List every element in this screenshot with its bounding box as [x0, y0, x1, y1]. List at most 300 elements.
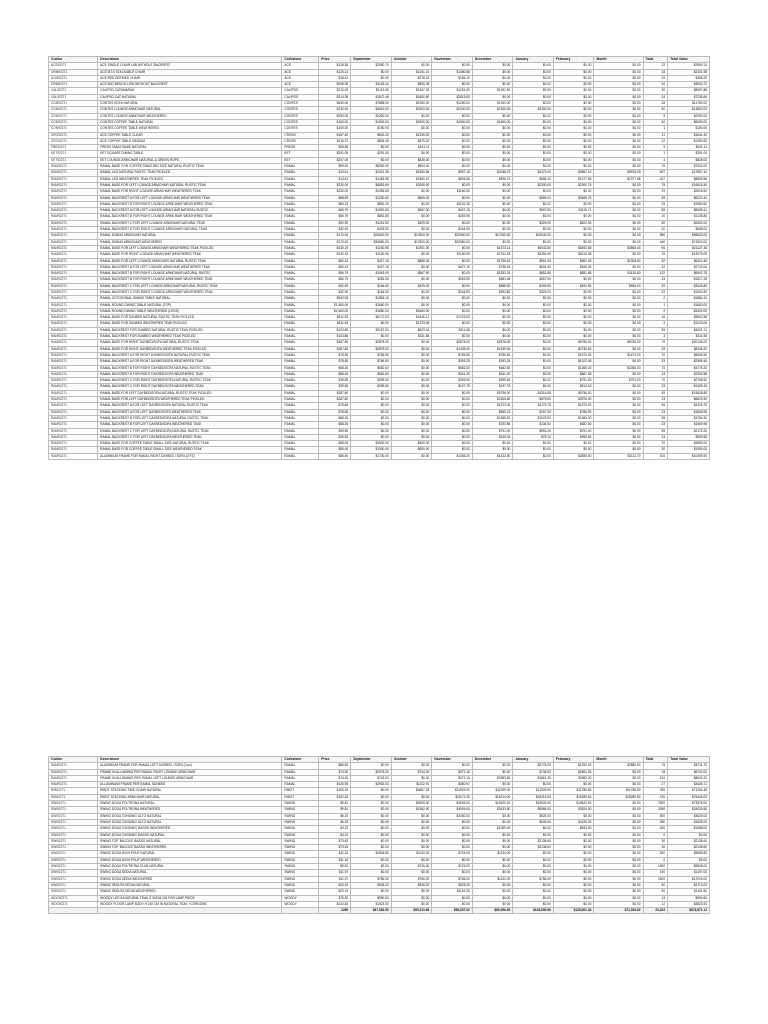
- table-cell: $128.38: [319, 63, 351, 69]
- table-cell: $0.00: [553, 164, 594, 170]
- table-cell: $291.05: [319, 151, 351, 157]
- table-cell: RAMAL BACKREST FOR SUNBED WEATHERED TEAK PICKLED: [98, 334, 282, 340]
- table-cell: $395.50: [351, 378, 392, 384]
- table-cell: RAMAL BACKREST D FOR RIGHT LOUNGE ARMCHAIR NATURAL TEAK: [98, 227, 282, 233]
- table-cell: 70: [643, 340, 668, 346]
- table-cell: $310.83: [319, 901, 351, 907]
- table-cell: $0.00: [594, 239, 643, 245]
- table-cell: $13.61: [319, 170, 351, 176]
- table-cell: RAM92271: [49, 233, 98, 239]
- table-cell: $0.00: [351, 145, 392, 151]
- table-cell: $623.16: [391, 327, 432, 333]
- table-cell: $311.58: [391, 334, 432, 340]
- table-cell: $1179.75: [513, 403, 554, 409]
- table-cell: $0.00: [432, 321, 473, 327]
- table-cell: $1134.00: [472, 851, 513, 857]
- table-cell: ACM92271: [49, 75, 98, 81]
- total-cell: $98,837.62: [432, 908, 473, 914]
- table-cell: $3165.80: [472, 397, 513, 403]
- table-cell: $1650.80: [391, 94, 432, 100]
- table-cell: $1055.00: [472, 826, 513, 832]
- table-cell: RAMAL BACKREST B FOR RIGHT LOUNGE ARMCHAIR NATURAL RUSTIC: [98, 271, 282, 277]
- table-cell: RAMAL: [282, 340, 319, 346]
- table-cell: RAMAL: [282, 782, 319, 788]
- table-cell: 32: [643, 289, 668, 295]
- total-cell: $95,313.66: [391, 908, 432, 914]
- table-cell: $567.90: [513, 277, 554, 283]
- table-cell: 427: [643, 176, 668, 182]
- table-cell: RAM92271: [49, 769, 98, 775]
- table-cell: RAM92271: [49, 182, 98, 188]
- table-cell: $68.26: [319, 422, 351, 428]
- table-cell: $0.00: [513, 63, 554, 69]
- table-cell: $2616.60: [668, 189, 710, 195]
- table-cell: $0.00: [351, 321, 392, 327]
- total-cell: $89,956.00: [472, 908, 513, 914]
- table-cell: SWING: [282, 870, 319, 876]
- table-cell: $0.00: [553, 857, 594, 863]
- table-cell: $2595.45: [668, 359, 710, 365]
- table-cell: 400: [643, 826, 668, 832]
- table-cell: $0.00: [513, 453, 554, 459]
- table-cell: $2175.25: [668, 428, 710, 434]
- table-cell: $395.50: [472, 378, 513, 384]
- table-cell: $0.00: [513, 315, 554, 321]
- table-cell: $1365.20: [594, 365, 643, 371]
- table-cell: $1365.20: [472, 415, 513, 421]
- table-cell: ACE: [282, 63, 319, 69]
- table-cell: $5756.00: [472, 390, 513, 396]
- table-cell: $427.15: [351, 258, 392, 264]
- table-cell: SWING DOGA 'DIVIDING' ALTO NATURAL: [98, 819, 282, 825]
- table-cell: $393.25: [432, 359, 473, 365]
- table-cell: SWI92271: [49, 826, 98, 832]
- table-cell: $1339.20: [391, 132, 432, 138]
- table-cell: $15289.60: [553, 794, 594, 800]
- table-cell: $1467.26: [391, 88, 432, 94]
- table-cell: 607: [643, 170, 668, 176]
- table-cell: $1380.65: [668, 138, 710, 144]
- table-cell: $0.00: [432, 164, 473, 170]
- table-cell: $36880.00: [351, 239, 392, 245]
- table-cell: $0.00: [513, 201, 554, 207]
- table-cell: $56.79: [319, 271, 351, 277]
- table-cell: $1161.50: [668, 889, 710, 895]
- table-cell: RAM92271: [49, 763, 98, 769]
- table-cell: $0.00: [594, 252, 643, 258]
- table-cell: $0.00: [513, 378, 554, 384]
- table-cell: $7865.00: [351, 101, 392, 107]
- table-cell: $682.60: [472, 365, 513, 371]
- table-cell: SWING: [282, 838, 319, 844]
- table-cell: $0.00: [351, 801, 392, 807]
- table-cell: $9.81: [319, 807, 351, 813]
- table-cell: SWI92271: [49, 876, 98, 882]
- table-cell: $0.00: [553, 870, 594, 876]
- table-cell: RAM92271: [49, 321, 98, 327]
- table-cell: SWING DOGA POLTRONA NATURAL: [98, 801, 282, 807]
- table-cell: $1290.69: [351, 195, 392, 201]
- table-cell: $0.00: [391, 340, 432, 346]
- table-cell: $197.75: [432, 384, 473, 390]
- table-cell: $2950.74: [668, 63, 710, 69]
- table-cell: $435.05: [472, 434, 513, 440]
- table-cell: $650.00: [391, 441, 432, 447]
- table-cell: 29: [643, 189, 668, 195]
- table-cell: $1305.15: [668, 384, 710, 390]
- table-cell: $0.00: [472, 75, 513, 81]
- table-cell: 134: [643, 775, 668, 781]
- table-cell: $0.00: [351, 794, 392, 800]
- table-cell: $0.00: [513, 321, 554, 327]
- table-cell: RAMAL BASE FOR SUNBED NATURAL RUSTIC TEAK PICKLED: [98, 315, 282, 321]
- table-cell: $1861.35: [553, 769, 594, 775]
- table-cell: $1573.00: [472, 403, 513, 409]
- table-cell: SWI92271: [49, 801, 98, 807]
- table-cell: $2515.83: [432, 94, 473, 100]
- table-cell: $427.15: [432, 208, 473, 214]
- table-cell: $1253.00: [553, 763, 594, 769]
- table-cell: $0.00: [553, 119, 594, 125]
- table-cell: $1260.00: [432, 101, 473, 107]
- table-cell: $0.00: [472, 164, 513, 170]
- table-cell: $65.00: [319, 447, 351, 453]
- column-header: Month: [594, 57, 643, 63]
- table-cell: $1306.56: [391, 170, 432, 176]
- spreadsheet-table-1: [48, 56, 710, 460]
- table-cell: CRO92271: [49, 138, 98, 144]
- table-cell: $633.00: [553, 826, 594, 832]
- table-cell: $1688.00: [668, 826, 710, 832]
- table-cell: $0.00: [351, 409, 392, 415]
- table-cell: $4316.85: [513, 390, 554, 396]
- table-cell: 476: [643, 794, 668, 800]
- table-cell: $1500.00: [351, 119, 392, 125]
- table-cell: $32.90: [319, 227, 351, 233]
- table-cell: $0.00: [594, 132, 643, 138]
- table-cell: $0.00: [553, 201, 594, 207]
- table-cell: RAM92271: [49, 195, 98, 201]
- table-cell: $19620.00: [472, 801, 513, 807]
- table-cell: $8853.66: [351, 182, 392, 188]
- table-cell: $0.00: [594, 107, 643, 113]
- table-cell: $0.00: [513, 214, 554, 220]
- table-cell: $0.00: [594, 321, 643, 327]
- table-cell: RAMAL: [282, 763, 319, 769]
- table-cell: $1300.00: [351, 447, 392, 453]
- table-cell: $851.85: [351, 214, 392, 220]
- column-header: Codice: [49, 757, 98, 763]
- table-cell: RAMAL: [282, 201, 319, 207]
- table-cell: $0.00: [553, 138, 594, 144]
- total-cell: 23,202: [643, 908, 668, 914]
- table-cell: $0.00: [553, 441, 594, 447]
- table-cell: $0.00: [594, 101, 643, 107]
- table-cell: $15828.85: [668, 390, 710, 396]
- table-cell: $0.00: [513, 296, 554, 302]
- table-cell: $0.00: [513, 151, 554, 157]
- table-cell: $170.00: [319, 233, 351, 239]
- table-cell: $2722.06: [668, 264, 710, 270]
- table-cell: RAM92271: [49, 208, 98, 214]
- table-cell: $0.00: [351, 415, 392, 421]
- table-cell: $0.00: [391, 126, 432, 132]
- table-cell: $2300.00: [432, 107, 473, 113]
- table-cell: $0.00: [432, 441, 473, 447]
- table-cell: $1660.00: [391, 308, 432, 314]
- table-cell: $2301.90: [391, 245, 432, 251]
- table-cell: $0.00: [432, 195, 473, 201]
- table-cell: $0.00: [472, 864, 513, 870]
- table-cell: $0.00: [553, 832, 594, 838]
- table-cell: $6310.46: [668, 258, 710, 264]
- table-cell: $0.00: [432, 838, 473, 844]
- table-cell: $0.00: [594, 775, 643, 781]
- table-cell: $0.00: [351, 857, 392, 863]
- table-cell: $3924.00: [553, 807, 594, 813]
- table-cell: SWING DOGA HIGH POUF NATURAL: [98, 851, 282, 857]
- table-cell: $0.00: [553, 69, 594, 75]
- table-cell: $1135.80: [594, 271, 643, 277]
- table-cell: $0.00: [594, 838, 643, 844]
- table-cell: $0.00: [472, 151, 513, 157]
- table-cell: $493.50: [351, 227, 392, 233]
- table-cell: RAM92271: [49, 447, 98, 453]
- table-cell: 1: [643, 302, 668, 308]
- table-cell: SWI92271: [49, 813, 98, 819]
- table-cell: $0.00: [391, 296, 432, 302]
- table-cell: $39.55: [319, 434, 351, 440]
- table-cell: $0.00: [432, 334, 473, 340]
- table-cell: $3978.09: [594, 170, 643, 176]
- table-cell: FRE92271: [49, 145, 98, 151]
- table-cell: $0.00: [351, 889, 392, 895]
- table-cell: RAMAL: [282, 289, 319, 295]
- table-cell: $650.00: [391, 447, 432, 453]
- table-cell: RIBOT STACKING ARMCHAIR NATURAL: [98, 794, 282, 800]
- table-cell: $329.00: [391, 220, 432, 226]
- table-cell: $230.19: [319, 245, 351, 251]
- table-cell: $20080.00: [432, 239, 473, 245]
- table-cell: $0.00: [513, 359, 554, 365]
- table-cell: CONTES LOUNGE ARMCHAIR WEATHERED: [98, 113, 282, 119]
- table-cell: RAM92271: [49, 277, 98, 283]
- table-cell: $4.22: [319, 826, 351, 832]
- table-cell: $73.63: [319, 845, 351, 851]
- table-cell: $0.00: [594, 447, 643, 453]
- table-cell: RAM92271: [49, 390, 98, 396]
- table-body-1: [49, 63, 710, 460]
- table-cell: $0.00: [432, 113, 473, 119]
- table-cell: $928.20: [391, 882, 432, 888]
- table-cell: RAM92271: [49, 409, 98, 415]
- table-cell: $2768.50: [668, 378, 710, 384]
- table-cell: RAMAL BACKREST A FOR RIGHT DAYBED/SOFA NATURAL RUSTIC TEAK: [98, 352, 282, 358]
- table-cell: 24: [643, 94, 668, 100]
- table-cell: RAMAL: [282, 170, 319, 176]
- table-cell: $887.38: [553, 371, 594, 377]
- table-cell: $4550.00: [668, 441, 710, 447]
- table-cell: SWI92271: [49, 857, 98, 863]
- table-cell: $0.00: [513, 447, 554, 453]
- table-cell: $15214.00: [472, 794, 513, 800]
- table-cell: $0.00: [391, 151, 432, 157]
- table-cell: $0.00: [472, 901, 513, 907]
- table-cell: $0.00: [513, 441, 554, 447]
- table-cell: $0.00: [553, 82, 594, 88]
- table-cell: 280: [643, 819, 668, 825]
- table-cell: RAMAL: [282, 302, 319, 308]
- table-cell: SWING DOGA 'DIVIDING' BASSO WEATHERED: [98, 826, 282, 832]
- table-cell: 25: [643, 201, 668, 207]
- table-cell: $0.00: [594, 157, 643, 163]
- table-cell: $0.00: [391, 889, 432, 895]
- table-cell: $76444.00: [668, 794, 710, 800]
- total-cell: $126,630.96: [513, 908, 554, 914]
- table-cell: ACE COFFEE TABLE CLEAR: [98, 132, 282, 138]
- table-cell: $1223.53: [432, 315, 473, 321]
- table-cell: 18: [643, 69, 668, 75]
- table-cell: KET92271: [49, 151, 98, 157]
- table-cell: $16615.40: [668, 182, 710, 188]
- column-header: October: [391, 757, 432, 763]
- table-cell: $6172.93: [351, 315, 392, 321]
- table-cell: $0.00: [594, 334, 643, 340]
- table-cell: RAM92271: [49, 340, 98, 346]
- table-cell: $1161.50: [432, 889, 473, 895]
- table-cell: 13: [643, 895, 668, 901]
- table-cell: $0.00: [432, 308, 473, 314]
- table-cell: 92: [643, 283, 668, 289]
- table-cell: 20: [643, 227, 668, 233]
- totals-row: [49, 908, 710, 914]
- table-cell: $0.00: [553, 334, 594, 340]
- table-cell: RIB92271: [49, 788, 98, 794]
- table-cell: $0.00: [594, 151, 643, 157]
- table-cell: 30: [643, 447, 668, 453]
- table-cell: $2963.03: [351, 782, 392, 788]
- table-cell: CONTES: [282, 126, 319, 132]
- table-cell: $682.60: [351, 371, 392, 377]
- table-cell: $0.00: [432, 182, 473, 188]
- table-cell: $0.00: [432, 157, 473, 163]
- table-cell: $103.86: [319, 334, 351, 340]
- table-cell: SWING: [282, 845, 319, 851]
- table-cell: $0.00: [513, 365, 554, 371]
- table-cell: $39.55: [319, 378, 351, 384]
- table-cell: $2479.40: [513, 170, 554, 176]
- table-cell: $1119.71: [553, 208, 594, 214]
- table-cell: RAMAL: [282, 277, 319, 283]
- table-cell: $115.37: [319, 138, 351, 144]
- table-cell: $0.00: [432, 245, 473, 251]
- table-cell: RAM92271: [49, 327, 98, 333]
- table-cell: 800: [643, 813, 668, 819]
- table-cell: $0.00: [553, 851, 594, 857]
- table-cell: RAMAL: [282, 775, 319, 781]
- table-cell: $164.50: [432, 289, 473, 295]
- table-cell: $895.08: [391, 82, 432, 88]
- table-cell: $287.80: [319, 397, 351, 403]
- table-cell: $0.00: [553, 214, 594, 220]
- table-cell: RAMAL: [282, 164, 319, 170]
- table-cell: $0.00: [513, 302, 554, 308]
- table-cell: $0.00: [432, 403, 473, 409]
- table-cell: RAMAL BACKREST B FOR LEFT DAYBED/SOFA NATURAL RUSTIC TEAK: [98, 415, 282, 421]
- table-cell: 70: [643, 441, 668, 447]
- table-cell: $0.00: [472, 132, 513, 138]
- table-cell: SWING DOGA 'DIVIDING' ALTO NATURAL: [98, 813, 282, 819]
- table-cell: $786.00: [391, 876, 432, 882]
- table-cell: $0.00: [594, 289, 643, 295]
- table-cell: $0.00: [594, 371, 643, 377]
- table-cell: 96: [643, 245, 668, 251]
- table-cell: RAMAL ROUND DINING TABLE NATURAL (TOP): [98, 302, 282, 308]
- table-cell: $0.00: [513, 113, 554, 119]
- table-cell: 70: [643, 352, 668, 358]
- table-cell: SWI92271: [49, 819, 98, 825]
- table-cell: FRAME IN ALLUMINIO PER RAMAL RIGHT LOUNGE ARMCHAIR: [98, 769, 282, 775]
- table-cell: $0.00: [594, 315, 643, 321]
- table-cell: $4610.00: [351, 107, 392, 113]
- table-cell: ACS20271: [49, 63, 98, 69]
- table-cell: $0.00: [553, 227, 594, 233]
- table-cell: $32.90: [319, 283, 351, 289]
- table-cell: $380.97: [432, 782, 473, 788]
- table-cell: CONTES LOUNGE ARMCHAIR NATURAL: [98, 107, 282, 113]
- table-cell: $230.00: [319, 107, 351, 113]
- table-cell: RAM92271: [49, 201, 98, 207]
- table-cell: $2300.00: [513, 182, 554, 188]
- table-cell: $0.00: [472, 182, 513, 188]
- table-cell: 30: [643, 838, 668, 844]
- table-cell: $686.10: [513, 176, 554, 182]
- table-cell: $6214.38: [553, 252, 594, 258]
- table-cell: $0.00: [432, 145, 473, 151]
- table-cell: CRO92271: [49, 132, 98, 138]
- table-cell: $157.30: [513, 409, 554, 415]
- column-header: September: [351, 757, 392, 763]
- table-cell: $0.00: [594, 264, 643, 270]
- table-cell: $150.00: [668, 126, 710, 132]
- table-cell: KET SQUARE DINING TABLE: [98, 151, 282, 157]
- table-cell: $1134.00: [391, 851, 432, 857]
- table-cell: $0.00: [513, 826, 554, 832]
- table-cell: $126.95: [319, 782, 351, 788]
- table-cell: $1808.95: [668, 409, 710, 415]
- table-cell: ORM92271: [49, 82, 98, 88]
- table-cell: 0: [643, 832, 668, 838]
- table-cell: $17857.42: [668, 170, 710, 176]
- table-cell: 23: [643, 422, 668, 428]
- table-cell: $2878.00: [432, 340, 473, 346]
- table-cell: RIBOT: [282, 794, 319, 800]
- table-cell: $0.00: [553, 157, 594, 163]
- table-cell: $791.00: [553, 428, 594, 434]
- table-cell: $0.00: [513, 82, 554, 88]
- total-cell: [282, 908, 319, 914]
- table-cell: $0.00: [391, 264, 432, 270]
- table-cell: RAMAL BACKREST C FOR LEFT LOUNGE ARMCHAIR NATURAL RUSTIC TEAK: [98, 283, 282, 289]
- table-cell: RAM92271: [49, 397, 98, 403]
- table-cell: RAMAL: [282, 233, 319, 239]
- table-cell: $2735.50: [553, 346, 594, 352]
- table-cell: $152.18: [319, 794, 351, 800]
- table-cell: $0.00: [472, 895, 513, 901]
- table-cell: RAMAL BACKREST A FOR LEFT LOUNGE ARMCHAIR NATURAL RUSTIC: [98, 208, 282, 214]
- table-cell: $567.90: [513, 208, 554, 214]
- table-cell: $0.00: [513, 901, 554, 907]
